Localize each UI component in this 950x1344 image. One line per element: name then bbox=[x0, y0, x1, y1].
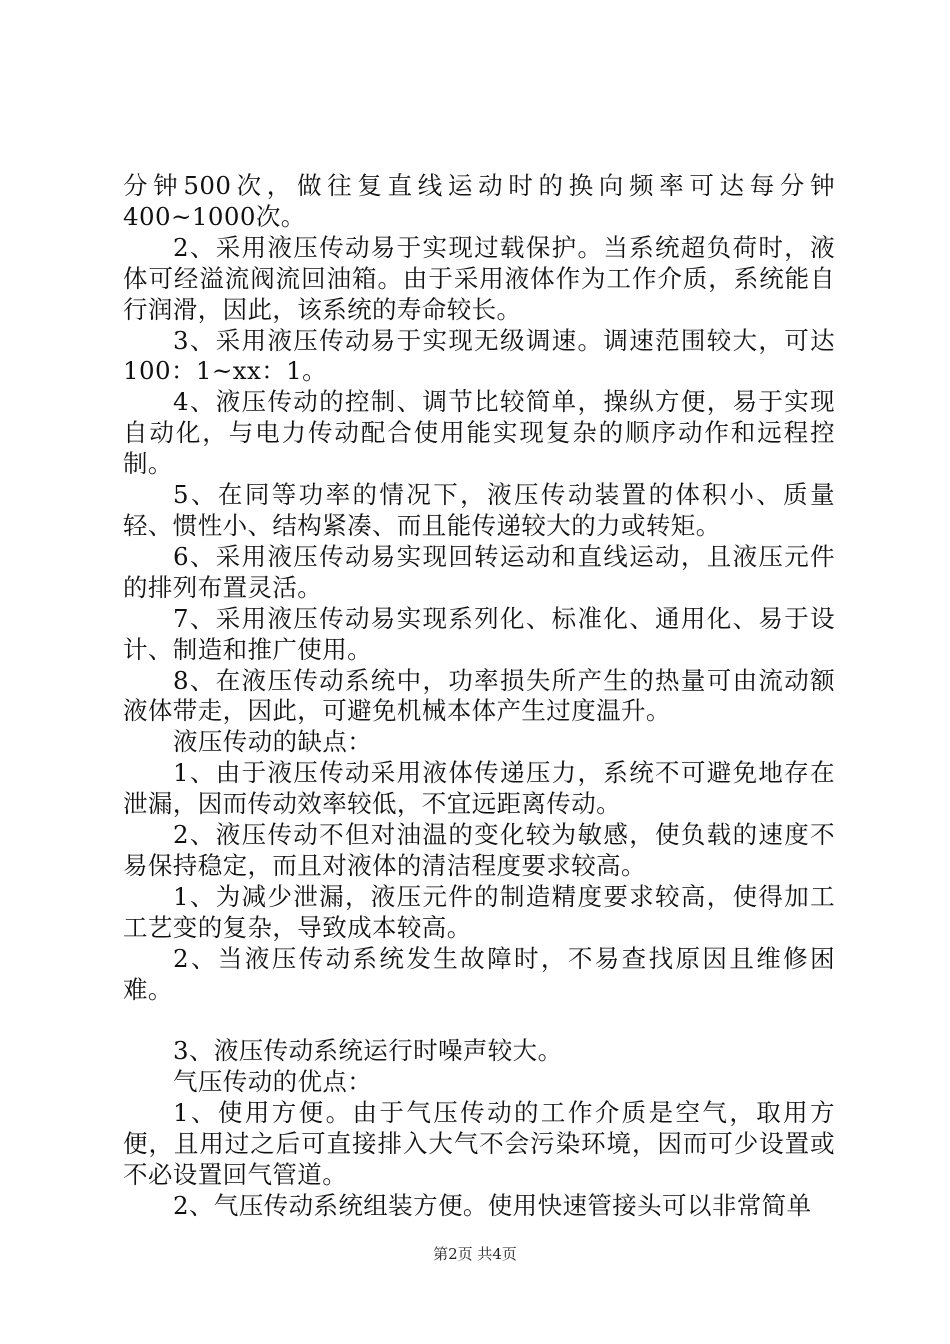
paragraph-11: 2、液压传动不但对油温的变化较为敏感，使负载的速度不易保持稳定，而且对液体的清洁程度要求较高。 bbox=[123, 820, 835, 880]
paragraph-13: 2、当液压传动系统发生故障时，不易查找原因且维修困难。 bbox=[123, 943, 835, 1004]
paragraph-14: 3、液压传动系统运行时噪声较大。 bbox=[173, 1036, 563, 1066]
paragraph-10: 1、由于液压传动采用液体传递压力，系统不可避免地存在泄漏，因而传动效率较低，不宜远距离传动。 bbox=[123, 758, 835, 819]
paragraph-2: 2、采用液压传动易于实现过载保护。当系统超负荷时，液体可经溢流阀流回油箱。由于采用液体作为工作介质，系统能自行润滑，因此，该系统的寿命较长。 bbox=[123, 232, 835, 324]
paragraph-6: 6、采用液压传动易实现回转运动和直线运动，且液压元件的排列布置灵活。 bbox=[123, 541, 835, 602]
section-heading-hydraulic-disadvantages: 液压传动的缺点： bbox=[173, 727, 373, 757]
document-body bbox=[123, 171, 835, 1222]
paragraph-1: 分钟500次，做往复直线运动时的换向频率可达每分钟400~1000次。 bbox=[123, 171, 835, 231]
paragraph-7: 7、采用液压传动易实现系列化、标准化、通用化、易于设计、制造和推广使用。 bbox=[123, 603, 835, 664]
section-heading-pneumatic-advantages: 气压传动的优点： bbox=[173, 1067, 373, 1097]
paragraph-5: 5、在同等功率的情况下，液压传动装置的体积小、质量轻、惯性小、结构紧凑、而且能传递较大的力或转矩。 bbox=[123, 480, 835, 540]
paragraph-3: 3、采用液压传动易于实现无级调速。调速范围较大，可达100：1~xx：1。 bbox=[123, 325, 835, 386]
paragraph-4: 4、液压传动的控制、调节比较简单，操纵方便，易于实现自动化，与电力传动配合使用能实现复杂的顺序动作和远程控制。 bbox=[123, 387, 835, 479]
paragraph-12: 1、为减少泄漏，液压元件的制造精度要求较高，使得加工工艺变的复杂，导致成本较高。 bbox=[123, 881, 835, 942]
paragraph-16: 1、使用方便。由于气压传动的工作介质是空气，取用方便，且用过之后可直接排入大气不会污染环境，因而可少设置或不必设置回气管道。 bbox=[123, 1098, 835, 1190]
page-footer bbox=[0, 1244, 950, 1264]
page-number-label: 第2页 共4页 bbox=[433, 1245, 517, 1263]
paragraph-8: 8、在液压传动系统中，功率损失所产生的热量可由流动额液体带走，因此，可避免机械本体产生过度温升。 bbox=[123, 665, 835, 726]
paragraph-17: 2、气压传动系统组装方便。使用快速管接头可以非常简单 bbox=[173, 1191, 812, 1220]
